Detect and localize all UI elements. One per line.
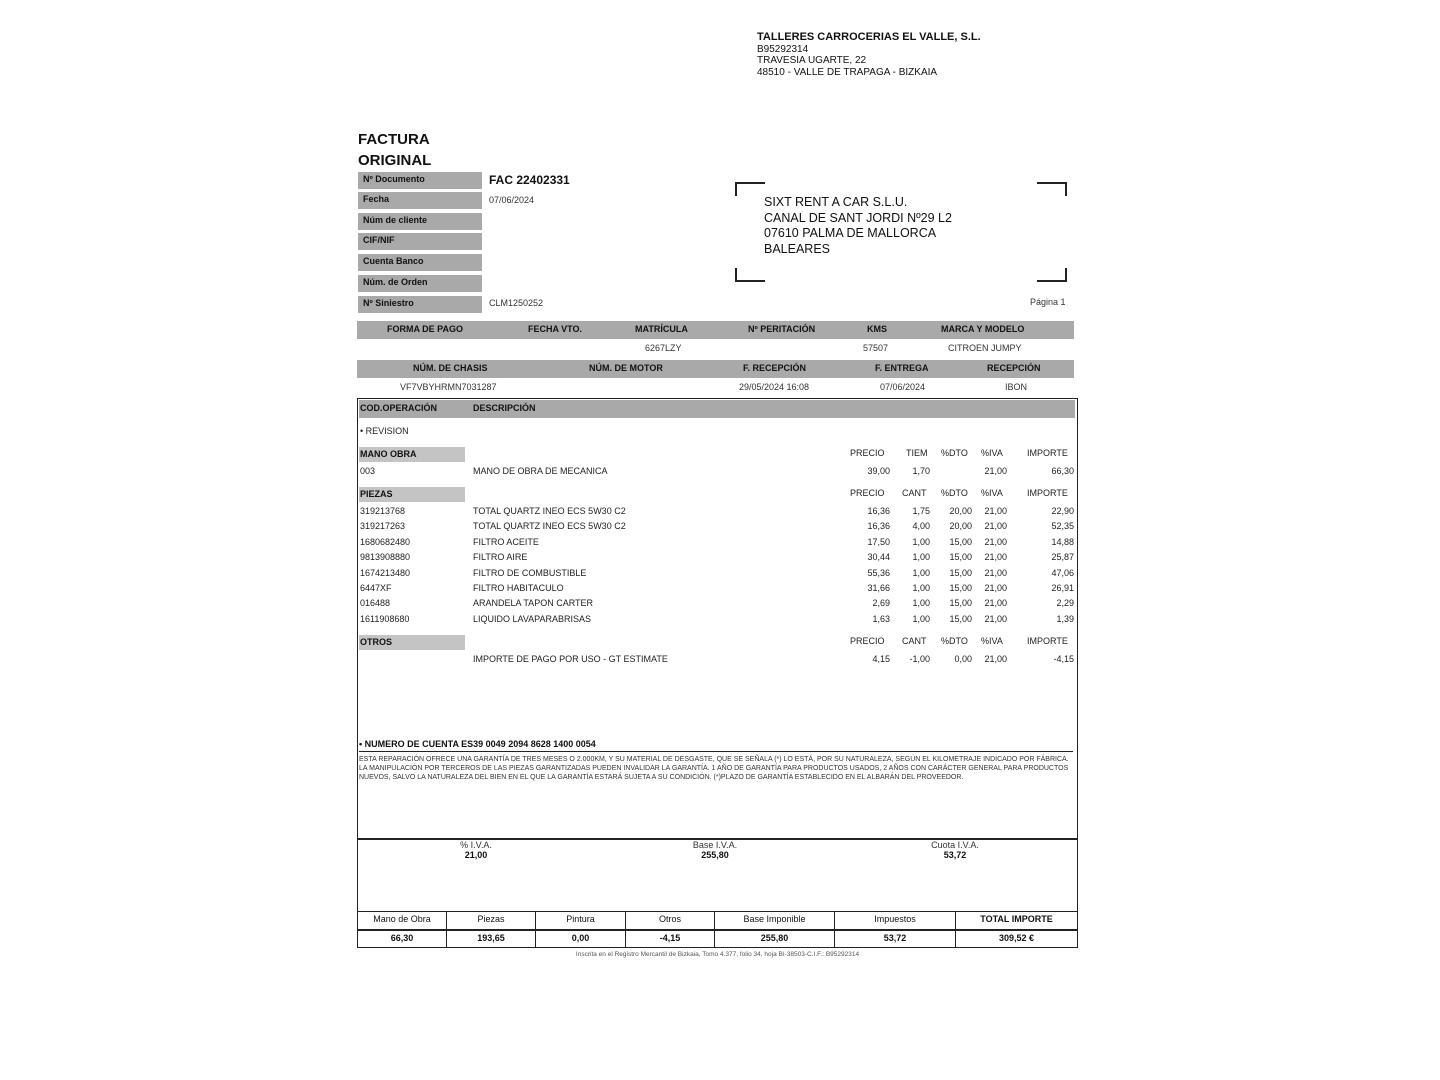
line-price: 16,36 xyxy=(867,521,890,532)
total-value-taxable-base: 255,80 xyxy=(760,933,789,943)
total-value-total: 309,52 € xyxy=(998,933,1035,943)
col-amount: IMPORTE xyxy=(1027,636,1068,646)
line-description: TOTAL QUARTZ INEO ECS 5W30 C2 xyxy=(473,506,626,516)
recipient-line-4: BALEARES xyxy=(764,241,831,256)
operation-title: • REVISION xyxy=(360,426,409,436)
line-qty: 1,00 xyxy=(912,567,930,578)
line-description: ARANDELA TAPON CARTER xyxy=(473,598,594,609)
recipient-line-1: SIXT RENT A CAR S.L.U. xyxy=(764,195,908,209)
col-amount: IMPORTE xyxy=(1027,488,1068,498)
title-line-1: FACTURA xyxy=(358,131,430,148)
line-description: FILTRO ACEITE xyxy=(473,536,539,547)
vehicle-header-1 xyxy=(357,321,1074,339)
divider xyxy=(359,751,1073,752)
line-qty: 1,00 xyxy=(912,613,930,624)
field-label-cif: CIF/NIF xyxy=(358,233,482,252)
registry-footer: Inscrita en el Registro Mercantil de Bizkaia, Tomo 4.377, folio 34, hoja BI-38503-C.I.F.: B95292314 xyxy=(575,951,860,958)
line-discount: 0,00 xyxy=(954,654,972,664)
col-discount: %DTO xyxy=(941,636,968,646)
col-qty: CANT xyxy=(902,488,927,498)
parts-row xyxy=(359,568,1075,582)
tax-base xyxy=(660,840,770,860)
total-header-others: Otros xyxy=(658,914,681,924)
tax-base-label: Base I.V.A. xyxy=(692,840,738,850)
total-value-parts: 193,65 xyxy=(477,933,505,943)
line-discount: 15,00 xyxy=(949,552,972,563)
line-qty: 1,00 xyxy=(912,552,930,563)
field-label-bank-account: Cuenta Banco xyxy=(358,254,482,273)
total-value-others: -4,15 xyxy=(659,933,681,943)
section-others: OTROS xyxy=(359,635,465,650)
line-discount: 15,00 xyxy=(949,598,972,609)
page-number: Página 1 xyxy=(1030,297,1066,307)
labour-row xyxy=(359,466,1075,480)
line-qty: -1,00 xyxy=(909,654,930,664)
company-city: 48510 - VALLE DE TRAPAGA - BIZKAIA xyxy=(757,66,938,78)
col-price: PRECIO xyxy=(850,448,885,458)
line-price: 2,69 xyxy=(872,598,890,609)
field-value-claim-number: CLM1250252 xyxy=(489,298,544,308)
line-vat: 21,00 xyxy=(984,598,1007,609)
line-amount: 66,30 xyxy=(1051,466,1074,476)
line-description: LIQUIDO LAVAPARABRISAS xyxy=(473,613,592,624)
tax-quota xyxy=(900,840,1010,860)
line-vat: 21,00 xyxy=(984,466,1007,476)
line-qty: 1,70 xyxy=(912,466,930,476)
recipient-line-3: 07610 PALMA DE MALLORCA xyxy=(764,226,937,240)
line-amount: 52,35 xyxy=(1051,521,1074,532)
line-amount: 2,29 xyxy=(1056,598,1074,609)
col-receptionist: RECEPCIÓN xyxy=(987,363,1041,373)
total-header-paint: Pintura xyxy=(566,914,595,924)
col-engine: NÚM. DE MOTOR xyxy=(589,363,663,373)
line-price: 55,36 xyxy=(867,567,890,578)
col-amount: IMPORTE xyxy=(1027,448,1068,458)
invoice-lines-box xyxy=(357,398,1078,948)
warranty-text: ESTA REPARACIÓN OFRECE UNA GARANTÍA DE TRES MESES O 2.000KM, Y SU MATERIAL DE DESGASTE, QUE SE SEÑALA (*) LO ESTÁ, POR SU NATURALEZA, SEGÚN EL KILOMETRAJE INDICADO POR FÁBRICA. LA MANIPULACIÓN POR TERCEROS DE LAS PIEZAS GARANTIZADAS PUEDEN INVALIDAR LA GARANTÍA. 1 AÑO DE GARANTÍA PARA PRODUCTOS USADOS, 2 AÑOS CON CARÁCTER GENERAL PARA PRODUCTOS NUEVOS, SALVO LA NATURALEZA DEL BIEN EN EL QUE LA GARANTÍA ESTARÁ SUJETA A SU CONDICIÓN. (*)PLAZO DE GARANTÍA ESTABLECIDO EN EL ALBARÁN DEL PROVEEDOR. xyxy=(359,756,1069,781)
tax-vat-percent-value: 21,00 xyxy=(464,850,488,860)
line-price: 1,63 xyxy=(872,613,890,624)
company-street: TRAVESIA UGARTE, 22 xyxy=(757,55,867,66)
line-description: TOTAL QUARTZ INEO ECS 5W30 C2 xyxy=(473,521,626,532)
line-description: MANO DE OBRA DE MECANICA xyxy=(473,466,608,476)
line-description: FILTRO HABITACULO xyxy=(473,583,564,593)
line-description: IMPORTE DE PAGO POR USO - GT ESTIMATE xyxy=(473,654,668,664)
line-amount: -4,15 xyxy=(1053,654,1074,664)
field-label-order-number: Núm. de Orden xyxy=(358,275,482,294)
recipient-line-2: CANAL DE SANT JORDI Nº29 L2 xyxy=(764,210,952,225)
parts-row xyxy=(359,506,1075,520)
vehicle-values-1 xyxy=(357,340,1074,356)
col-discount: %DTO xyxy=(941,488,968,498)
col-make-model: MARCA Y MODELO xyxy=(941,324,1025,334)
tax-quota-label: Cuota I.V.A. xyxy=(931,840,979,850)
title-line-2: ORIGINAL xyxy=(358,152,432,169)
col-vat: %IVA xyxy=(981,636,1003,646)
line-code: 319213768 xyxy=(360,506,406,516)
line-discount: 20,00 xyxy=(949,506,972,516)
parts-row xyxy=(359,537,1075,551)
value-delivery-date: 07/06/2024 xyxy=(880,382,926,392)
col-plate: MATRÍCULA xyxy=(635,324,688,334)
line-description: FILTRO AIRE xyxy=(473,552,528,563)
line-price: 17,50 xyxy=(867,536,890,547)
line-code: 1674213480 xyxy=(360,567,411,578)
line-code: 319217263 xyxy=(360,521,406,532)
line-discount: 15,00 xyxy=(949,536,972,547)
address-corner-top-right xyxy=(1037,182,1067,196)
line-description: FILTRO DE COMBUSTIBLE xyxy=(473,567,587,578)
col-time: TIEM xyxy=(906,448,928,458)
others-columns xyxy=(359,636,1075,650)
field-label-date: Fecha xyxy=(358,192,482,211)
line-vat: 21,00 xyxy=(984,654,1007,664)
total-header-taxes: Impuestos xyxy=(874,914,916,924)
col-vat: %IVA xyxy=(981,448,1003,458)
line-code: 6447XF xyxy=(360,583,392,593)
total-header-labour: Mano de Obra xyxy=(373,914,431,924)
line-price: 39,00 xyxy=(867,466,890,476)
address-corner-bottom-right xyxy=(1037,268,1067,282)
total-header-taxable-base: Base Imponible xyxy=(743,914,806,924)
line-vat: 21,00 xyxy=(984,552,1007,563)
address-corner-top-left xyxy=(735,182,765,196)
address-corner-bottom-left xyxy=(735,268,765,282)
parts-row xyxy=(359,598,1075,612)
total-value-paint: 0,00 xyxy=(571,933,590,943)
totals-top-line xyxy=(357,911,1078,912)
line-qty: 1,00 xyxy=(912,598,930,609)
tax-quota-value: 53,72 xyxy=(943,850,967,860)
tax-base-value: 255,80 xyxy=(701,850,729,860)
line-amount: 25,87 xyxy=(1051,552,1074,563)
line-vat: 21,00 xyxy=(984,536,1007,547)
col-appraisal: Nº PERITACIÓN xyxy=(748,324,816,334)
total-value-labour: 66,30 xyxy=(390,933,414,943)
totals-mid-line xyxy=(357,929,1078,931)
line-vat: 21,00 xyxy=(984,521,1007,532)
line-qty: 1,75 xyxy=(912,506,930,516)
value-receptionist: IBON xyxy=(1005,382,1028,392)
parts-columns xyxy=(359,488,1075,502)
col-discount: %DTO xyxy=(941,448,968,458)
line-price: 4,15 xyxy=(872,654,890,664)
total-header-parts: Piezas xyxy=(477,914,505,924)
field-label-document-number: Nº Documento xyxy=(358,172,482,191)
line-amount: 47,06 xyxy=(1051,567,1074,578)
col-qty: CANT xyxy=(902,636,927,646)
vehicle-header-2 xyxy=(357,360,1074,378)
others-row xyxy=(359,654,1075,668)
tax-vat-percent-label: % I.V.A. xyxy=(460,840,492,850)
total-header-total: TOTAL IMPORTE xyxy=(980,914,1053,924)
labour-columns xyxy=(359,448,1075,462)
field-label-client-number: Núm de cliente xyxy=(358,213,482,232)
parts-row xyxy=(359,552,1075,566)
line-discount: 20,00 xyxy=(949,521,972,532)
line-code: 016488 xyxy=(360,598,391,609)
field-value-document-number: FAC 22402331 xyxy=(489,173,570,187)
field-value-date: 07/06/2024 xyxy=(489,195,535,205)
col-reception-date: F. RECEPCIÓN xyxy=(743,363,807,373)
parts-row xyxy=(359,583,1075,597)
section-labour: MANO OBRA xyxy=(359,447,465,462)
value-plate: 6267LZY xyxy=(645,343,682,353)
value-reception-date: 29/05/2024 16:08 xyxy=(739,382,810,392)
line-code: 1611908680 xyxy=(360,613,410,624)
col-vat: %IVA xyxy=(981,488,1003,498)
line-amount: 22,90 xyxy=(1051,506,1074,516)
line-code: 003 xyxy=(360,466,376,476)
line-amount: 14,88 xyxy=(1051,536,1074,547)
line-amount: 1,39 xyxy=(1056,613,1074,624)
col-kms: KMS xyxy=(867,324,887,334)
document-title xyxy=(358,129,431,171)
line-vat: 21,00 xyxy=(984,583,1007,593)
vehicle-values-2 xyxy=(357,379,1074,395)
line-vat: 21,00 xyxy=(984,567,1007,578)
col-chassis: NÚM. DE CHASIS xyxy=(413,363,488,373)
col-price: PRECIO xyxy=(850,488,885,498)
value-kms: 57507 xyxy=(863,343,889,353)
line-amount: 26,91 xyxy=(1051,583,1074,593)
value-make-model: CITROEN JUMPY xyxy=(948,343,1022,353)
company-name: TALLERES CARROCERIAS EL VALLE, S.L. xyxy=(757,31,981,43)
line-vat: 21,00 xyxy=(984,506,1007,516)
parts-row xyxy=(359,521,1075,535)
recipient-address xyxy=(764,195,952,257)
tax-vat-percent xyxy=(426,840,526,860)
col-delivery-date: F. ENTREGA xyxy=(875,363,929,373)
line-qty: 1,00 xyxy=(912,536,930,547)
line-price: 30,44 xyxy=(867,552,890,563)
col-price: PRECIO xyxy=(850,636,885,646)
line-discount: 15,00 xyxy=(949,613,972,624)
line-price: 31,66 xyxy=(867,583,890,593)
section-parts: PIEZAS xyxy=(359,487,465,502)
company-cif: B95292314 xyxy=(757,43,809,55)
company-header xyxy=(757,32,981,78)
col-operation-code: COD.OPERACIÓN xyxy=(360,403,438,413)
col-payment-method: FORMA DE PAGO xyxy=(387,324,463,334)
line-code: 9813908880 xyxy=(360,552,411,563)
line-price: 16,36 xyxy=(867,506,890,516)
line-discount: 15,00 xyxy=(949,583,972,593)
col-due-date: FECHA VTO. xyxy=(528,324,583,334)
field-label-claim-number: Nº Siniestro xyxy=(358,296,482,315)
col-description: DESCRIPCIÓN xyxy=(473,403,536,413)
lines-header xyxy=(359,400,1075,418)
line-qty: 1,00 xyxy=(912,583,930,593)
line-discount: 15,00 xyxy=(949,567,972,578)
line-code: 1680682480 xyxy=(360,536,411,547)
line-qty: 4,00 xyxy=(912,521,930,532)
parts-row xyxy=(359,614,1075,628)
bank-account-line: • NUMERO DE CUENTA ES39 0049 2094 8628 1400 0054 xyxy=(359,739,596,749)
value-chassis: VF7VBYHRMN7031287 xyxy=(400,382,497,392)
line-vat: 21,00 xyxy=(984,613,1007,624)
total-value-taxes: 53,72 xyxy=(883,933,907,943)
